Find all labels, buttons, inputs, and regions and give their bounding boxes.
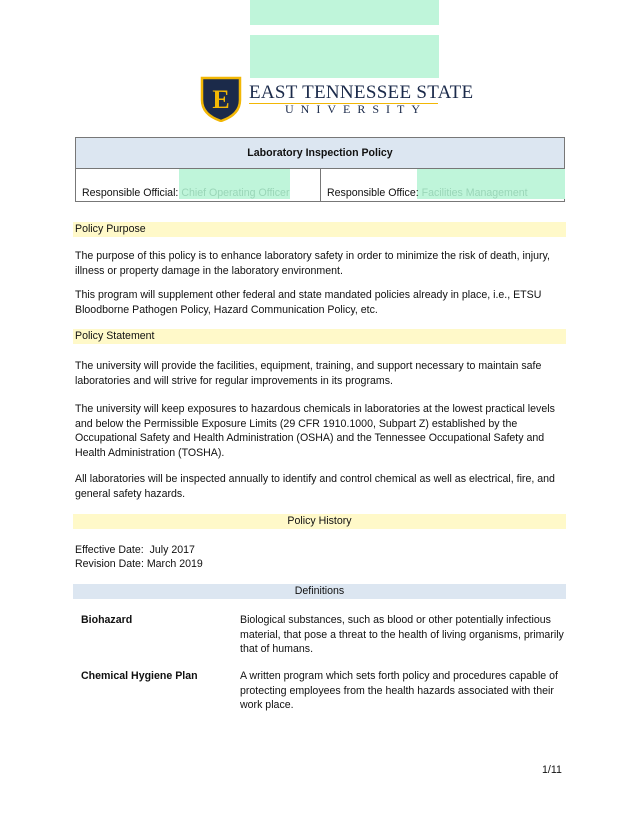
- logo-letter: E: [212, 85, 230, 114]
- definition-term: Biohazard: [81, 614, 133, 626]
- purpose-heading-bar: [73, 222, 566, 237]
- definitions-heading-bar: [73, 584, 566, 599]
- statement-heading: Policy Statement: [75, 330, 155, 342]
- definition-text: Biological substances, such as blood or other potentially infectious material, that pose a threat to the health of living organisms, primarily that of humans.: [240, 614, 564, 656]
- statement-paragraph-2: The university will keep exposures to hazardous chemicals in laboratories at the lowest practical levels and below the Permissible Exposure Limits (29 CFR 1910.1000, Subpart Z) established by the Occupational Safety and Health Administration (OSHA) and the Tennessee Occupational Safety and Health Administration (TOSHA).: [75, 403, 555, 459]
- definition-text: A written program which sets forth policy and procedures capable of protecting employees from the health hazards associated with their work place.: [240, 670, 558, 712]
- effective-date: Effective Date: July 2017: [75, 544, 195, 556]
- statement-heading-bar: [73, 329, 566, 344]
- university-logo: [200, 76, 242, 122]
- purpose-heading: Policy Purpose: [75, 223, 146, 235]
- history-heading: Policy History: [287, 515, 352, 527]
- responsible-office-value: Facilities Management: [421, 187, 528, 199]
- university-name-line2: UNIVERSITY: [285, 102, 427, 116]
- shield-icon: [200, 76, 242, 122]
- history-heading-bar: [73, 514, 566, 529]
- header-placeholder-top: [250, 0, 439, 25]
- purpose-paragraph-2: This program will supplement other federal and state mandated policies already in place, i.e., ETSU Bloodborne Pathogen Policy, Hazard Communication Policy, etc.: [75, 289, 542, 316]
- responsible-office-label: Responsible Office:: [327, 187, 419, 199]
- definitions-heading: Definitions: [294, 585, 345, 597]
- page-number: 1/11: [542, 764, 562, 776]
- responsible-official-label: Responsible Official:: [82, 187, 179, 199]
- policy-title: Laboratory Inspection Policy: [76, 138, 565, 169]
- purpose-paragraph-1: The purpose of this policy is to enhance laboratory safety in order to minimize the risk of death, injury, illness or property damage in the laboratory environment.: [75, 250, 550, 277]
- definition-term: Chemical Hygiene Plan: [81, 670, 198, 682]
- responsible-office-cell: [321, 169, 565, 202]
- university-name-line1: EAST TENNESSEE STATE: [249, 82, 474, 103]
- policy-header-box: [75, 137, 565, 202]
- responsible-official-value: Chief Operating Officer: [181, 187, 290, 199]
- header-placeholder-mid: [250, 35, 439, 78]
- responsible-official-cell: [76, 169, 321, 202]
- statement-paragraph-1: The university will provide the facilities, equipment, training, and support necessary to maintain safe laboratories and will strive for regular improvements in its programs.: [75, 360, 542, 387]
- revision-date: Revision Date: March 2019: [75, 558, 203, 570]
- statement-paragraph-3: All laboratories will be inspected annually to identify and control chemical as well as electrical, fire, and general safety hazards.: [75, 473, 555, 500]
